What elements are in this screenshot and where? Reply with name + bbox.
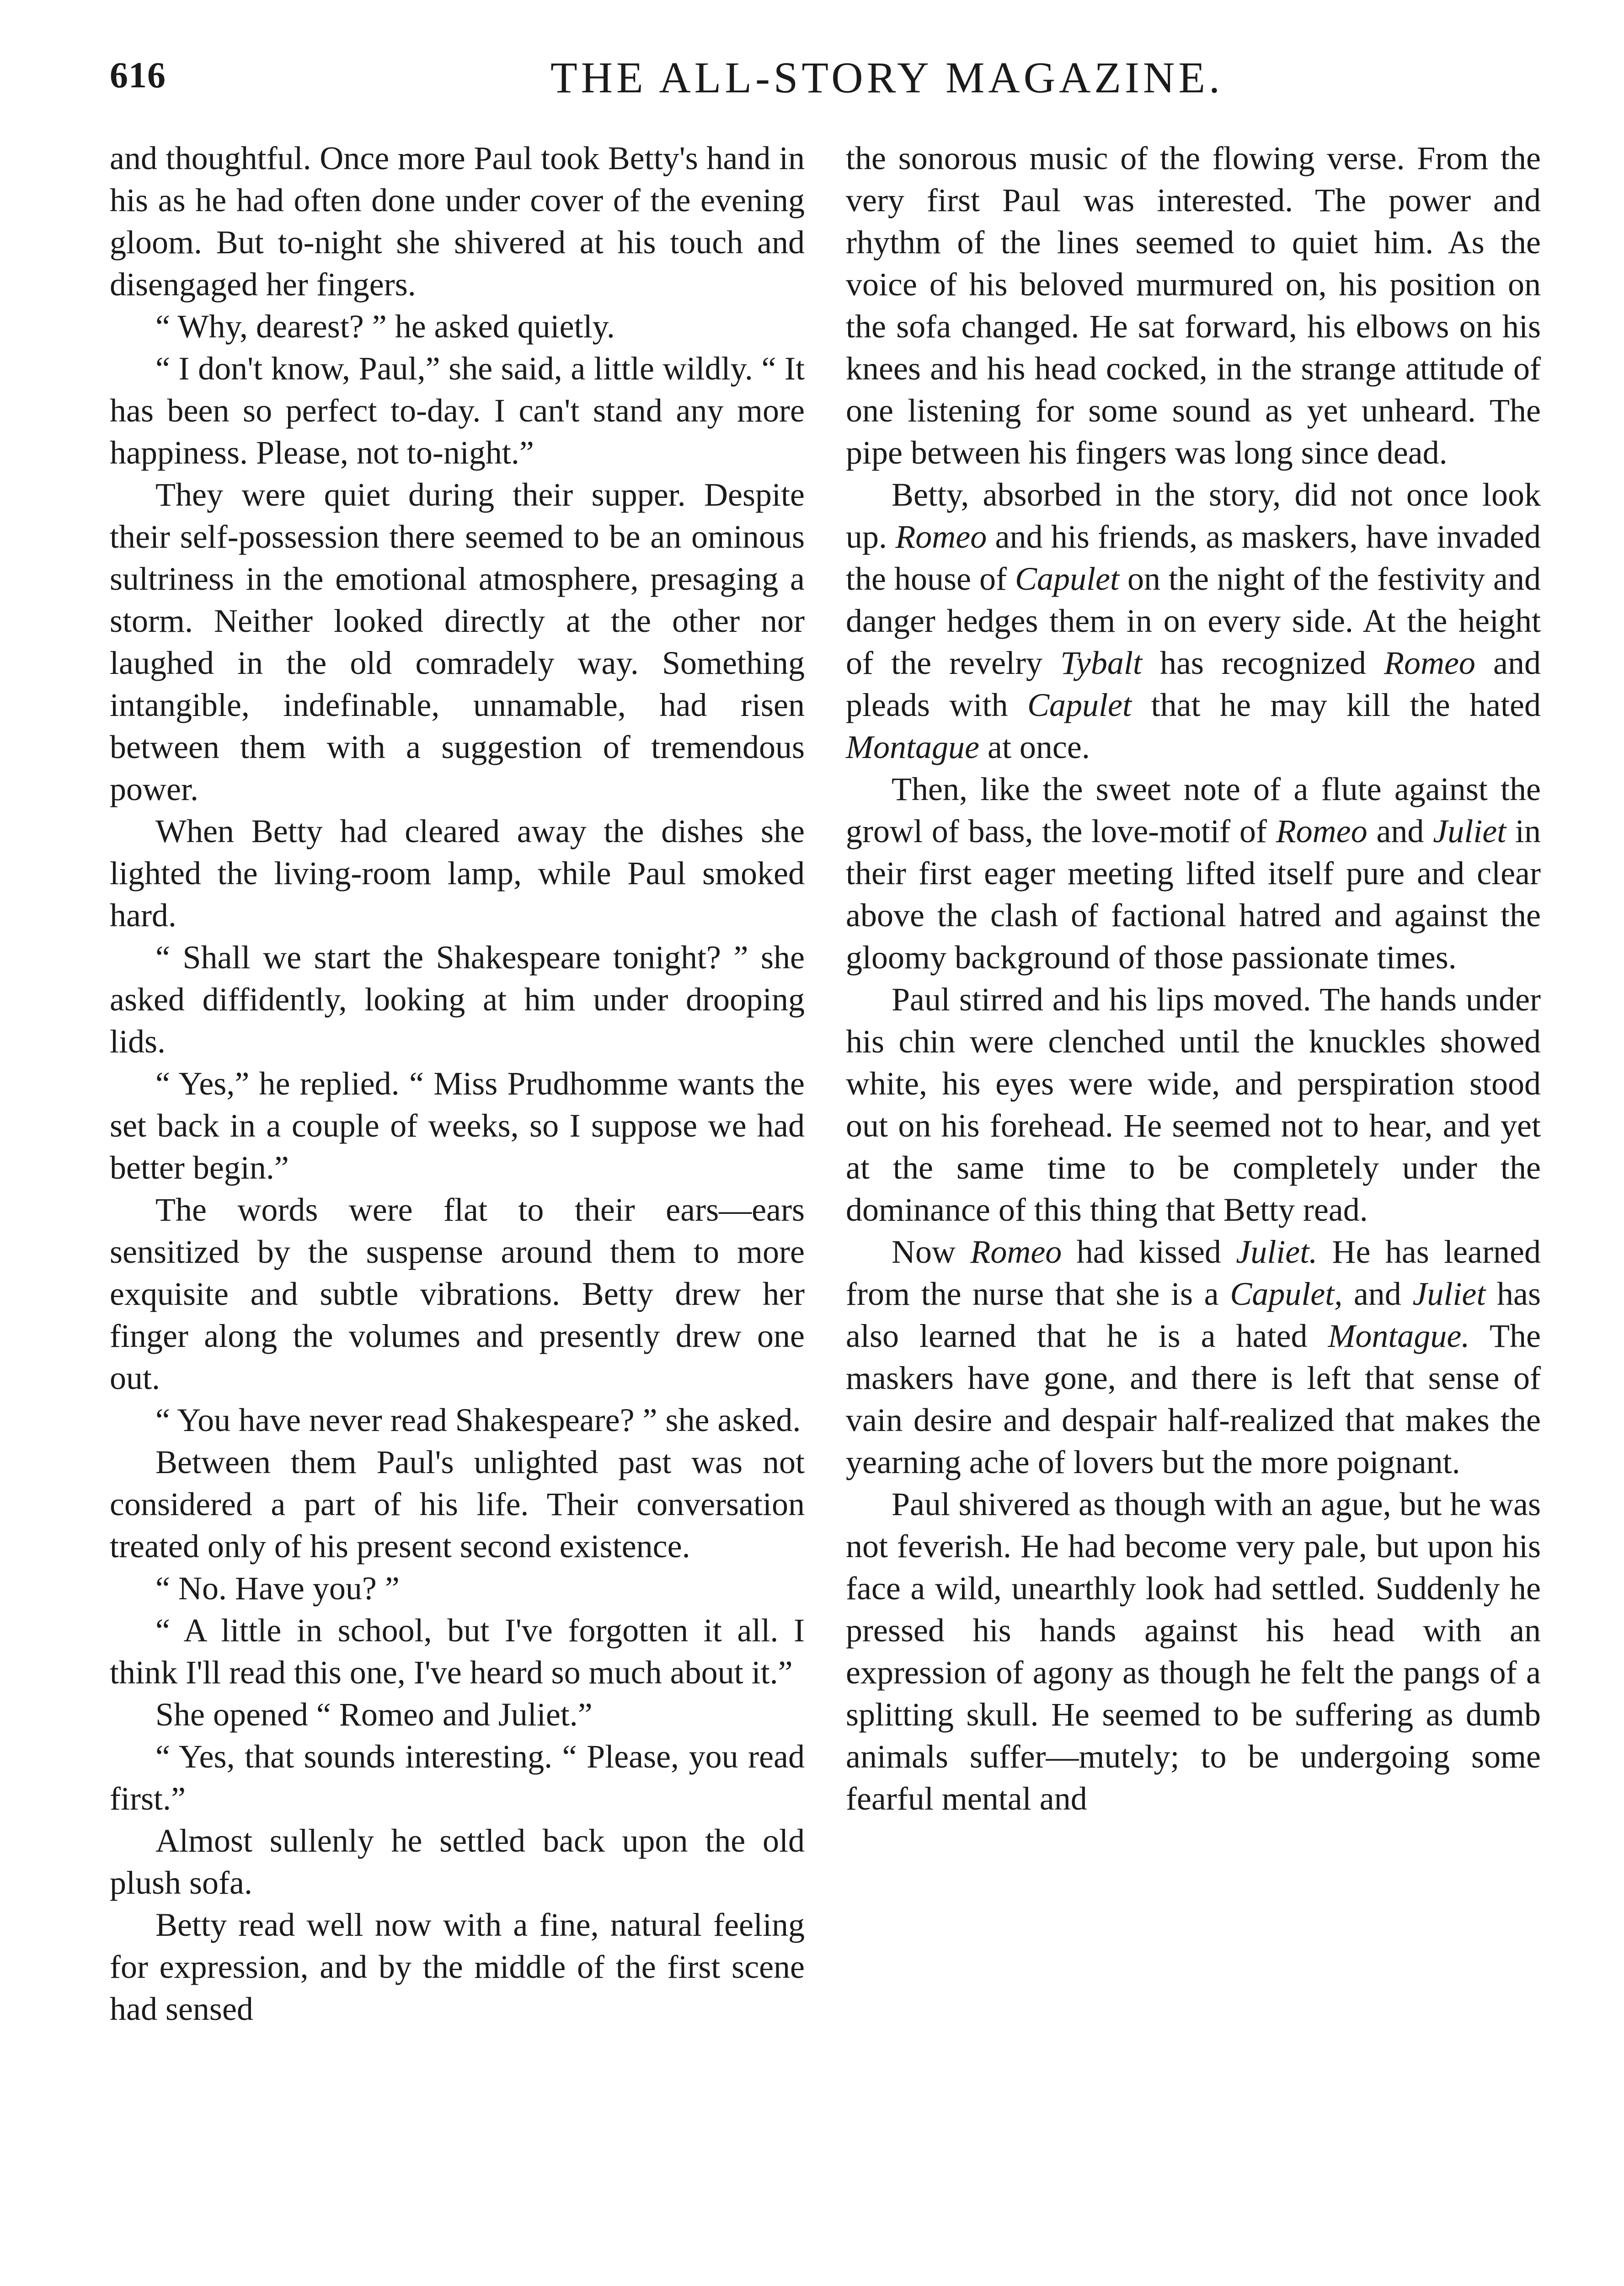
character-name: Juliet. [1236,1234,1318,1270]
character-name: Romeo [1384,645,1475,681]
text-run: and [1367,813,1433,849]
character-name: Juliet [1412,1276,1486,1312]
paragraph: When Betty had cleared away the dishes she lighted the living-room lamp, while Paul smoked hard. [110,813,805,934]
character-name: Romeo [895,518,987,555]
character-name: Capulet [1027,687,1132,723]
character-name: Romeo [1276,813,1368,849]
text-run: He has learned from the nurse that she is a [846,1234,1541,1312]
text-run: had kissed [1062,1234,1236,1270]
text-run: has also learned that he is a hated [846,1276,1541,1354]
paragraph: Almost sullenly he settled back upon the old plush sofa. [110,1822,805,1901]
text-run: on the night of the festivity and danger hedges them in on every side. At the height of the revelry [846,561,1541,681]
paragraph: Paul stirred and his lips moved. The hands under his chin were clenched until the knuckles showed white, his eyes were wide, and perspiration stood out on his forehead. He seemed not to hear, and yet at the same time to be completely under the dominance of this thing that Betty read. [846,981,1541,1228]
paragraph: The words were flat to their ears—ears sensitized by the suspense around them to more exquisite and subtle vibrations. Betty drew her finger along the volumes and presently drew one out. [110,1191,805,1396]
paragraph: They were quiet during their supper. Despite their self-possession there seemed to be an ominous sultriness in the emotional atmosphere, presaging a storm. Neither looked directly at the other nor laughed in the old comradely way. Something intangible, indefinable, unnamable, had risen between them with a suggestion of tremendous power. [110,476,805,807]
paragraph: and thoughtful. Once more Paul took Betty's hand in his as he had often done under cover of the evening gloom. But to-night she shivered at his touch and disengaged her fingers. [110,140,805,303]
page-header [110,55,1518,114]
paragraph [846,1231,1541,1483]
paragraph: Paul shivered as though with an ague, but he was not feverish. He had become very pale, but upon his face a wild, unearthly look had settled. Suddenly he pressed his hands against his head with an expression of agony as though he felt the pangs of a splitting skull. He seemed to be suffering as dumb animals suffer—mutely; to be undergoing some fearful mental and [846,1486,1541,1817]
text-run: The maskers have gone, and there is left that sense of vain desire and despair half-realized that makes the yearning ache of lovers but the more poignant. [846,1318,1541,1480]
text-run: and his friends, as maskers, have invaded the house of [846,518,1541,597]
character-name: Juliet [1433,813,1506,849]
left-column [110,137,805,2030]
paragraph: She opened “ Romeo and Juliet.” [155,1696,593,1733]
running-head: THE ALL-STORY MAGAZINE. [550,53,1223,102]
character-name: Montague [846,729,979,765]
character-name: Romeo [970,1234,1062,1270]
text-run: Now [892,1234,971,1270]
paragraph [846,768,1541,978]
paragraph: “ Shall we start the Shakespeare tonight? ” she asked diffidently, looking at him under drooping lids. [110,939,805,1060]
paragraph: “ I don't know, Paul,” she said, a little wildly. “ It has been so perfect to-day. I can't stand any more happiness. Please, not to-night.” [110,350,805,471]
paragraph [846,474,1541,768]
character-name: Montague. [1328,1318,1470,1354]
paragraph: “ Why, dearest? ” he asked quietly. [155,308,615,345]
paragraph: the sonorous music of the flowing verse. From the very first Paul was interested. The power and rhythm of the lines seemed to quiet him. As the voice of his beloved murmured on, his position on the sofa changed. He sat forward, his elbows on his knees and his head cocked, in the strange attitude of one listening for some sound as yet unheard. The pipe between his fingers was long since dead. [846,140,1541,471]
paragraph: Between them Paul's unlighted past was not considered a part of his life. Their conversation treated only of his present second existence. [110,1444,805,1565]
text-run: at once. [979,729,1090,765]
paragraph: “ A little in school, but I've forgotten it all. I think I'll read this one, I've heard so much about it.” [110,1612,805,1691]
page-number: 616 [110,55,166,96]
text-run: has recognized [1142,645,1384,681]
text-run: Betty, absorbed in the story, did not once look up. [846,476,1541,555]
character-name: Capulet [1015,561,1119,597]
paragraph: “ No. Have you? ” [155,1570,400,1607]
right-column [846,137,1541,1820]
text-run: that he may kill the hated [1132,687,1541,723]
text-run: and [1342,1276,1413,1312]
paragraph: Betty read well now with a fine, natural feeling for expression, and by the middle of the first scene had sensed [110,1907,805,2027]
paragraph: “ You have never read Shakespeare? ” she asked. [155,1402,801,1438]
paragraph: “ Yes, that sounds interesting. “ Please, you read first.” [110,1738,805,1817]
text-run: and pleads with [846,645,1541,723]
text-run: Then, like the sweet note of a flute against the growl of bass, the love-motif of [846,771,1541,849]
paragraph: “ Yes,” he replied. “ Miss Prudhomme wants the set back in a couple of weeks, so I suppose we had better begin.” [110,1065,805,1186]
character-name: Capulet, [1230,1276,1343,1312]
text-run: in their first eager meeting lifted itself pure and clear above the clash of factional hatred and against the gloomy background of those passionate times. [846,813,1541,976]
character-name: Tybalt [1060,645,1142,681]
